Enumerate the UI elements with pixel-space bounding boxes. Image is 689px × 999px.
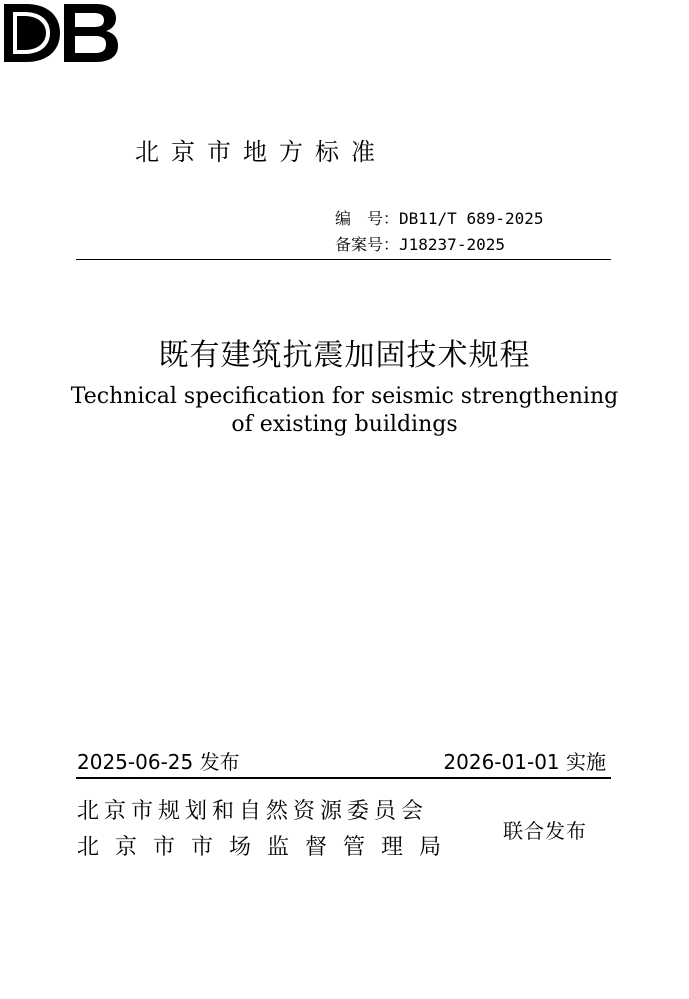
issuer-planning-commission: 北京市规划和自然资源委员会 (77, 799, 429, 824)
top-divider (76, 259, 611, 260)
record-number-label: 备案号： (335, 235, 400, 254)
title-english (0, 383, 689, 439)
bottom-divider (76, 777, 611, 779)
identifier-block (335, 206, 544, 258)
title-english-line-2: of existing buildings (231, 412, 458, 437)
joint-issue-label: 联合发布 (503, 819, 587, 843)
standard-type-label: 北京市地方标准 (135, 138, 387, 166)
issuer-market-supervision: 北京市市场监督管理局 (77, 835, 458, 860)
record-number-value: J18237-2025 (399, 235, 505, 254)
standard-number-value: DB11/T 689-2025 (399, 209, 544, 228)
standard-number-label: 编 号： (335, 209, 400, 228)
title-english-line-1: Technical specification for seismic strengthening (70, 384, 619, 409)
db-logo (0, 0, 122, 66)
implementation-date: 2026-01-01 实施 (443, 750, 606, 774)
standard-number-row (335, 206, 544, 232)
issue-date: 2025-06-25 发布 (77, 750, 240, 774)
title-chinese: 既有建筑抗震加固技术规程 (158, 338, 531, 373)
record-number-row (335, 232, 544, 258)
